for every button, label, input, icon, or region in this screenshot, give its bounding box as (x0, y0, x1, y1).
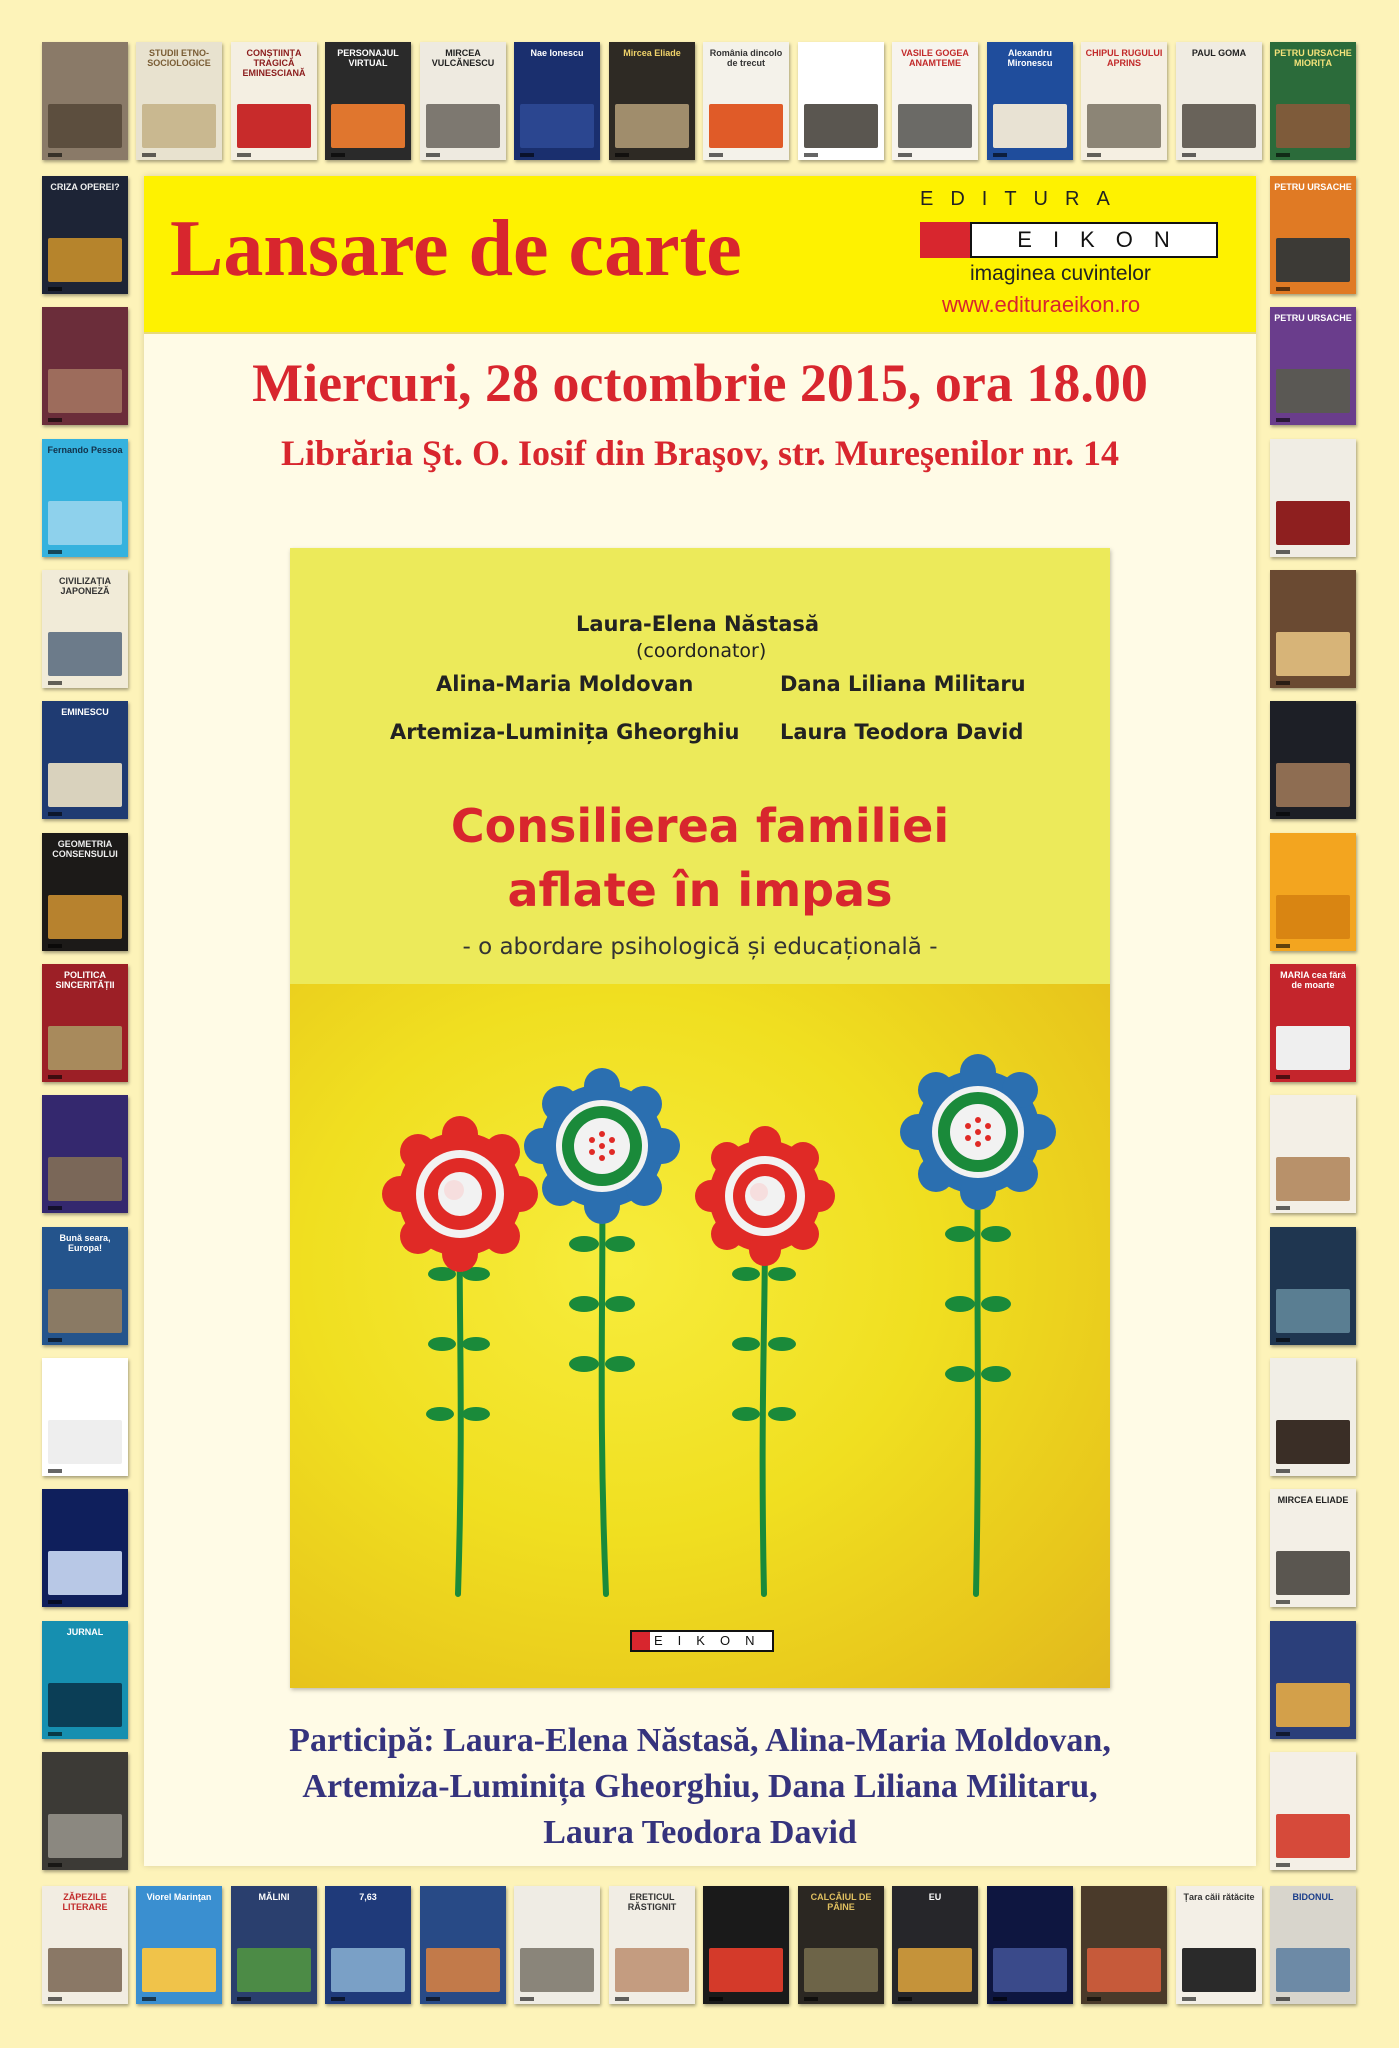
book-thumbnail-art (1276, 895, 1350, 939)
book-publisher-mark (1276, 1732, 1290, 1736)
book-thumbnail (609, 1886, 695, 2004)
book-thumbnail-title: ZĂPEZILE LITERARE (62, 1892, 108, 1912)
book-publisher-mark (615, 153, 629, 157)
book-thumbnail-art (48, 1026, 122, 1070)
book-thumbnail-art (48, 369, 122, 413)
book-thumbnail (42, 1886, 128, 2004)
book-publisher-mark (1182, 1997, 1196, 2001)
participants-line: Artemiza-Luminița Gheorghiu, Dana Liliana Militaru, (302, 1768, 1098, 1805)
book-thumbnail-title: JURNAL (66, 1627, 104, 1637)
book-thumbnail-art (1276, 1683, 1350, 1727)
book-thumbnail-title: Alexandru Mironescu (1007, 48, 1053, 68)
participants (144, 1718, 1256, 1856)
book-thumbnail-art (142, 1948, 216, 1992)
book-thumbnail-art (993, 1948, 1067, 1992)
book-thumbnail-art (1276, 763, 1350, 807)
book-thumbnail (1270, 1095, 1356, 1213)
book-publisher-mark (1087, 1997, 1101, 2001)
book-thumbnail (42, 1227, 128, 1345)
book-publisher-mark (804, 153, 818, 157)
book-thumbnail-art (1276, 501, 1350, 545)
book-publisher-mark (426, 153, 440, 157)
book-thumbnail-art (709, 104, 783, 148)
book-thumbnail (1081, 1886, 1167, 2004)
book-thumbnail-art (48, 1289, 122, 1333)
book-thumbnail (1270, 1886, 1356, 2004)
book-thumbnail (136, 42, 222, 160)
book-thumbnail-art (237, 104, 311, 148)
book-thumbnail-title: BIDONUL (1292, 1892, 1334, 1902)
cover-author: Alina-Maria Moldovan (436, 672, 694, 696)
book-thumbnail-art (898, 1948, 972, 1992)
book-thumbnail (231, 42, 317, 160)
book-thumbnail-art (1276, 104, 1350, 148)
book-thumbnail-art (1276, 1814, 1350, 1858)
cover-author: Artemiza-Luminița Gheorghiu (390, 720, 740, 744)
book-thumbnail-art (48, 763, 122, 807)
book-thumbnail (1270, 307, 1356, 425)
book-publisher-mark (898, 1997, 912, 2001)
book-thumbnail (1270, 1752, 1356, 1870)
book-thumbnail-title: Nae Ionescu (530, 48, 584, 58)
book-thumbnail-art (1276, 369, 1350, 413)
book-thumbnail-title: ERETICUL RĂSTIGNIT (627, 1892, 677, 1912)
book-thumbnail-art (1182, 1948, 1256, 1992)
book-thumbnail-art (237, 1948, 311, 1992)
book-thumbnail-art (1087, 1948, 1161, 1992)
book-publisher-mark (48, 1075, 62, 1079)
cover-logo-text: EIKON (654, 1633, 770, 1648)
book-publisher-mark (426, 1997, 440, 2001)
book-publisher-mark (1276, 1600, 1290, 1604)
book-thumbnail-art (48, 1814, 122, 1858)
book-publisher-mark (615, 1997, 629, 2001)
book-publisher-mark (48, 1997, 62, 2001)
book-thumbnail-title: VASILE GOGEA ANAMTEME (901, 48, 969, 68)
book-thumbnail-art (1276, 1157, 1350, 1201)
book-publisher-mark (48, 550, 62, 554)
book-thumbnail (42, 1621, 128, 1739)
book-thumbnail-art (426, 1948, 500, 1992)
book-thumbnail-art (1276, 238, 1350, 282)
book-thumbnail-title: PETRU URSACHE (1274, 182, 1352, 192)
book-thumbnail-art (520, 1948, 594, 1992)
book-thumbnail-art (48, 1551, 122, 1595)
cover-author: Laura Teodora David (780, 720, 1024, 744)
book-thumbnail (1270, 439, 1356, 557)
cover-logo-red-block (632, 1632, 650, 1650)
book-publisher-mark (709, 153, 723, 157)
book-thumbnail-title: CIVILIZAȚIA JAPONEZĂ (59, 576, 111, 596)
book-thumbnail (325, 42, 411, 160)
book-thumbnail (325, 1886, 411, 2004)
book-thumbnail-title: MĂLINI (258, 1892, 290, 1902)
book-thumbnail-title: Fernando Pessoa (47, 445, 123, 455)
book-thumbnail-title: POLITICA SINCERITĂȚII (55, 970, 115, 990)
book-thumbnail-art (898, 104, 972, 148)
book-publisher-mark (1276, 1338, 1290, 1342)
book-thumbnail-title: MIRCEA ELIADE (1277, 1495, 1349, 1505)
book-thumbnail (42, 1358, 128, 1476)
book-thumbnail-title: CALCÂIUL DE PÂINE (810, 1892, 872, 1912)
book-thumbnail-title: Mircea Eliade (623, 48, 681, 58)
book-thumbnail-title: EU (928, 1892, 942, 1902)
book-thumbnail (42, 964, 128, 1082)
book-publisher-mark (1276, 418, 1290, 422)
book-thumbnail (42, 307, 128, 425)
book-thumbnail-art (1276, 1026, 1350, 1070)
book-publisher-mark (1276, 1075, 1290, 1079)
book-thumbnail-title: PETRU URSACHE (1274, 313, 1352, 323)
book-thumbnail (42, 570, 128, 688)
book-thumbnail-art (48, 104, 122, 148)
book-publisher-mark (48, 1863, 62, 1867)
book-publisher-mark (993, 1997, 1007, 2001)
book-thumbnail-art (48, 1157, 122, 1201)
book-thumbnail-art (48, 1683, 122, 1727)
cover-coordinator-role: (coordonator) (636, 640, 767, 662)
book-thumbnail (798, 42, 884, 160)
book-thumbnail (420, 42, 506, 160)
cover-author: Dana Liliana Militaru (780, 672, 1026, 696)
book-thumbnail-art (520, 104, 594, 148)
book-publisher-mark (520, 153, 534, 157)
book-publisher-mark (1276, 812, 1290, 816)
book-publisher-mark (898, 153, 912, 157)
book-thumbnail-title: PERSONAJUL VIRTUAL (337, 48, 399, 68)
book-thumbnail-art (48, 1420, 122, 1464)
book-thumbnail-title: Viorel Marinţan (146, 1892, 212, 1902)
book-thumbnail-art (142, 104, 216, 148)
book-publisher-mark (48, 1206, 62, 1210)
book-thumbnail (1270, 964, 1356, 1082)
book-thumbnail (1270, 42, 1356, 160)
cover-title-line: aflate în impas (507, 863, 893, 917)
book-thumbnail-title: MIRCEA VULCĂNESCU (431, 48, 495, 68)
book-thumbnail (231, 1886, 317, 2004)
book-thumbnail-art (48, 238, 122, 282)
book-thumbnail (703, 1886, 789, 2004)
book-thumbnail-title: STUDII ETNO-SOCIOLOGICE (147, 48, 211, 68)
book-publisher-mark (237, 153, 251, 157)
book-thumbnail-art (426, 104, 500, 148)
book-thumbnail-art (1276, 1420, 1350, 1464)
book-thumbnail-art (1276, 632, 1350, 676)
book-publisher-mark (804, 1997, 818, 2001)
book-publisher-mark (1276, 944, 1290, 948)
book-thumbnail-art (1276, 1289, 1350, 1333)
book-publisher-mark (1276, 287, 1290, 291)
cover-subtitle: - o abordare psihologică și educațională - (462, 934, 938, 960)
book-thumbnail (42, 833, 128, 951)
book-publisher-mark (48, 812, 62, 816)
book-thumbnail-art (48, 895, 122, 939)
book-thumbnail (42, 1752, 128, 1870)
book-thumbnail-art (993, 104, 1067, 148)
book-thumbnail (42, 1095, 128, 1213)
book-publisher-mark (1276, 1997, 1290, 2001)
book-thumbnail-art (1276, 1948, 1350, 1992)
book-publisher-mark (48, 287, 62, 291)
book-thumbnail-art (1182, 104, 1256, 148)
book-publisher-mark (237, 1997, 251, 2001)
publisher-logo-name: EIKON (970, 222, 1218, 258)
book-thumbnail (798, 1886, 884, 2004)
book-thumbnail-title: 7,63 (359, 1892, 377, 1902)
book-publisher-mark (1276, 153, 1290, 157)
book-thumbnail-art (804, 104, 878, 148)
book-thumbnail-title: EMINESCU (61, 707, 109, 717)
participants-line: Participă: Laura-Elena Năstasă, Alina-Maria Moldovan, (289, 1722, 1111, 1759)
book-publisher-mark (48, 153, 62, 157)
book-thumbnail-art (1276, 1551, 1350, 1595)
book-publisher-mark (48, 1732, 62, 1736)
book-thumbnail-title: Țara căii rătăcite (1183, 1892, 1255, 1902)
book-thumbnail (1270, 701, 1356, 819)
book-thumbnail-art (48, 501, 122, 545)
book-thumbnail-art (331, 104, 405, 148)
book-publisher-mark (1182, 153, 1196, 157)
book-thumbnail (1176, 42, 1262, 160)
book-thumbnail (1270, 1489, 1356, 1607)
participants-line: Laura Teodora David (543, 1814, 857, 1851)
book-thumbnail-title: CONȘTIINȚA TRAGICĂ EMINESCIANĂ (242, 48, 306, 78)
book-thumbnail-art (331, 1948, 405, 1992)
book-thumbnail (42, 439, 128, 557)
book-publisher-mark (331, 153, 345, 157)
flowers-illustration (290, 984, 1110, 1688)
cover-flower-painting (290, 984, 1110, 1688)
book-thumbnail-art (48, 1948, 122, 1992)
book-thumbnail (42, 1489, 128, 1607)
book-thumbnail (1270, 570, 1356, 688)
book-thumbnail (1270, 1358, 1356, 1476)
book-publisher-mark (1276, 681, 1290, 685)
book-publisher-mark (48, 681, 62, 685)
book-thumbnail (1176, 1886, 1262, 2004)
book-thumbnail-art (615, 104, 689, 148)
banner-title: Lansare de carte (170, 205, 742, 293)
book-publisher-mark (48, 1469, 62, 1473)
book-thumbnail (892, 42, 978, 160)
book-thumbnail-title: CHIPUL RUGULUI APRINS (1085, 48, 1163, 68)
book-publisher-mark (1276, 1469, 1290, 1473)
publisher-label: EDITURA (920, 188, 1127, 210)
book-publisher-mark (1276, 1863, 1290, 1867)
book-thumbnail (1270, 176, 1356, 294)
book-thumbnail (1081, 42, 1167, 160)
event-date: Miercuri, 28 octombrie 2015, ora 18.00 (252, 353, 1148, 413)
book-thumbnail (1270, 833, 1356, 951)
book-publisher-mark (142, 153, 156, 157)
book-thumbnail-title: România dincolo de trecut (709, 48, 783, 68)
publisher-url[interactable]: www.edituraeikon.ro (942, 292, 1141, 317)
book-thumbnail (987, 42, 1073, 160)
book-thumbnail (136, 1886, 222, 2004)
book-thumbnail-art (804, 1948, 878, 1992)
book-thumbnail-title: Bună seara, Europa! (59, 1233, 111, 1253)
book-thumbnail (1270, 1621, 1356, 1739)
book-publisher-mark (520, 1997, 534, 2001)
book-thumbnail (42, 176, 128, 294)
book-thumbnail (609, 42, 695, 160)
book-thumbnail-title: CRIZA OPEREI? (50, 182, 120, 192)
book-thumbnail-art (48, 632, 122, 676)
book-thumbnail (420, 1886, 506, 2004)
book-publisher-mark (1087, 153, 1101, 157)
book-thumbnail (514, 1886, 600, 2004)
book-publisher-mark (331, 1997, 345, 2001)
book-thumbnail (42, 42, 128, 160)
book-publisher-mark (993, 153, 1007, 157)
book-cover (290, 548, 1110, 1688)
book-thumbnail-title: GEOMETRIA CONSENSULUI (52, 839, 118, 859)
cover-coordinator: Laura-Elena Năstasă (576, 612, 820, 636)
book-thumbnail (1270, 1227, 1356, 1345)
book-publisher-mark (1276, 550, 1290, 554)
book-thumbnail (987, 1886, 1073, 2004)
book-thumbnail-title: PETRU URSACHE MIORIȚA (1274, 48, 1352, 68)
book-thumbnail-art (709, 1948, 783, 1992)
cover-title (290, 794, 1110, 922)
book-thumbnail-art (1087, 104, 1161, 148)
book-thumbnail (514, 42, 600, 160)
book-publisher-mark (142, 1997, 156, 2001)
book-publisher-mark (48, 418, 62, 422)
event-venue: Librăria Şt. O. Iosif din Braşov, str. Mureşenilor nr. 14 (280, 433, 1120, 473)
banner (144, 176, 1256, 334)
publisher-tagline: imaginea cuvintelor (970, 262, 1151, 285)
book-publisher-mark (709, 1997, 723, 2001)
book-publisher-mark (1276, 1206, 1290, 1210)
book-publisher-mark (48, 1338, 62, 1342)
book-thumbnail-title: MARIA cea fără de moarte (1280, 970, 1346, 990)
book-thumbnail (42, 701, 128, 819)
cover-title-line: Consilierea familiei (450, 799, 950, 853)
book-thumbnail-title: PAUL GOMA (1191, 48, 1247, 58)
book-publisher-mark (48, 944, 62, 948)
book-thumbnail (703, 42, 789, 160)
cover-publisher-logo (630, 1630, 774, 1652)
book-thumbnail (892, 1886, 978, 2004)
book-publisher-mark (48, 1600, 62, 1604)
book-thumbnail-art (615, 1948, 689, 1992)
